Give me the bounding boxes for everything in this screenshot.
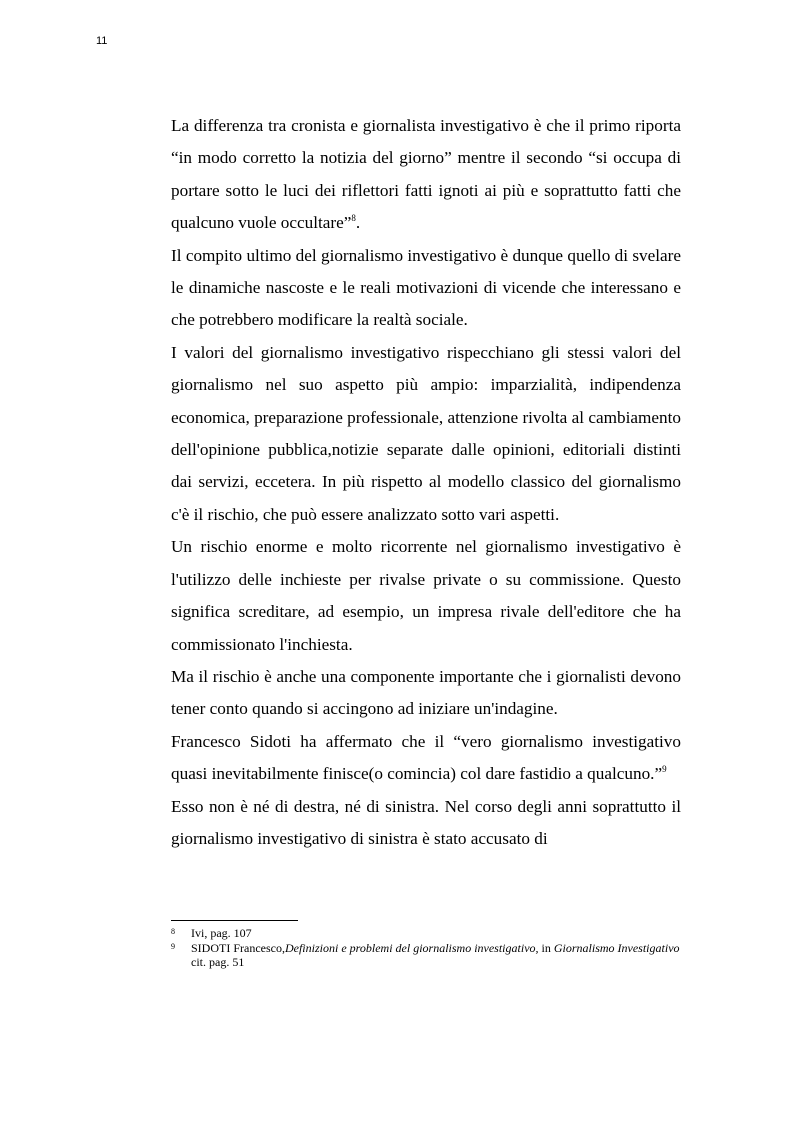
footnote-source: Giornalismo Investigativo [553,940,680,955]
footnote-number: 9 [171,941,175,951]
paragraph-7: Esso non è né di destra, né di sinistra. Nel corso degli anni soprattutto il giornalismo investigativo di sinistra è stato accusato di [171,796,681,848]
footnote-text: Ivi, pag. 107 [191,926,252,940]
body-text [171,110,681,855]
footnote-number: 8 [171,927,175,936]
footnotes [171,926,681,970]
paragraph-1-end: . [355,213,361,233]
paragraph-1-text: La differenza tra cronista e giornalista investigativo è che il primo riporta “in modo corretto la notizia del giorno” mentre il secondo “si occupa di portare sotto le luci dei riflettori fatti ignoti ai più e soprattutto fatti che qualcuno vuole occultare” [171,116,681,233]
footnote-author: SIDOTI Francesco, [191,940,285,955]
page-number: 11 [96,35,108,47]
paragraph-6-text: Francesco Sidoti ha affermato che il “vero giornalismo investigativo quasi inevitabilmente finisce(o comincia) col dare fastidio a qualcuno.” [171,731,681,784]
paragraph-6 [171,726,681,791]
paragraph-4: Un rischio enorme e molto ricorrente nel giornalismo investigativo è l'utilizzo delle inchieste per rivalse private o su commissione. Questo significa screditare, ad esempio, un impresa rivale dell'editore che ha commissionato l'inchiesta. [171,537,681,654]
footnote-ref-8: 8 [351,213,356,224]
paragraph-2: Il compito ultimo del giornalismo investigativo è dunque quello di svelare le dinamiche nascoste e le reali motivazioni di vicende che interessano e che potrebbero modificare la realtà sociale. [171,245,681,330]
footnote-separator [171,920,298,921]
footnote-title: Definizioni e problemi del giornalismo investigativo, [284,940,539,955]
footnote-8 [171,926,681,941]
footnote-tail: cit. pag. 51 [191,955,245,970]
footnote-connector: in [538,940,554,955]
paragraph-5: Ma il rischio è anche una componente importante che i giornalisti devono tener conto quando si accingono ad iniziare un'indagine. [171,666,681,719]
paragraph-1 [171,110,681,240]
footnote-ref-9: 9 [662,764,667,775]
footnote-9 [171,941,681,970]
paragraph-3: I valori del giornalismo investigativo rispecchiano gli stessi valori del giornalismo nel suo aspetto più ampio: imparzialità, indipendenza economica, preparazione professionale, attenzione rivolta al cambiamento dell'opinione pubblica,notizie separate dalle opinioni, editoriali distinti dai servizi, eccetera. In più rispetto al modello classico del giornalismo c'è il rischio, che può essere analizzato sotto vari aspetti. [171,342,681,524]
